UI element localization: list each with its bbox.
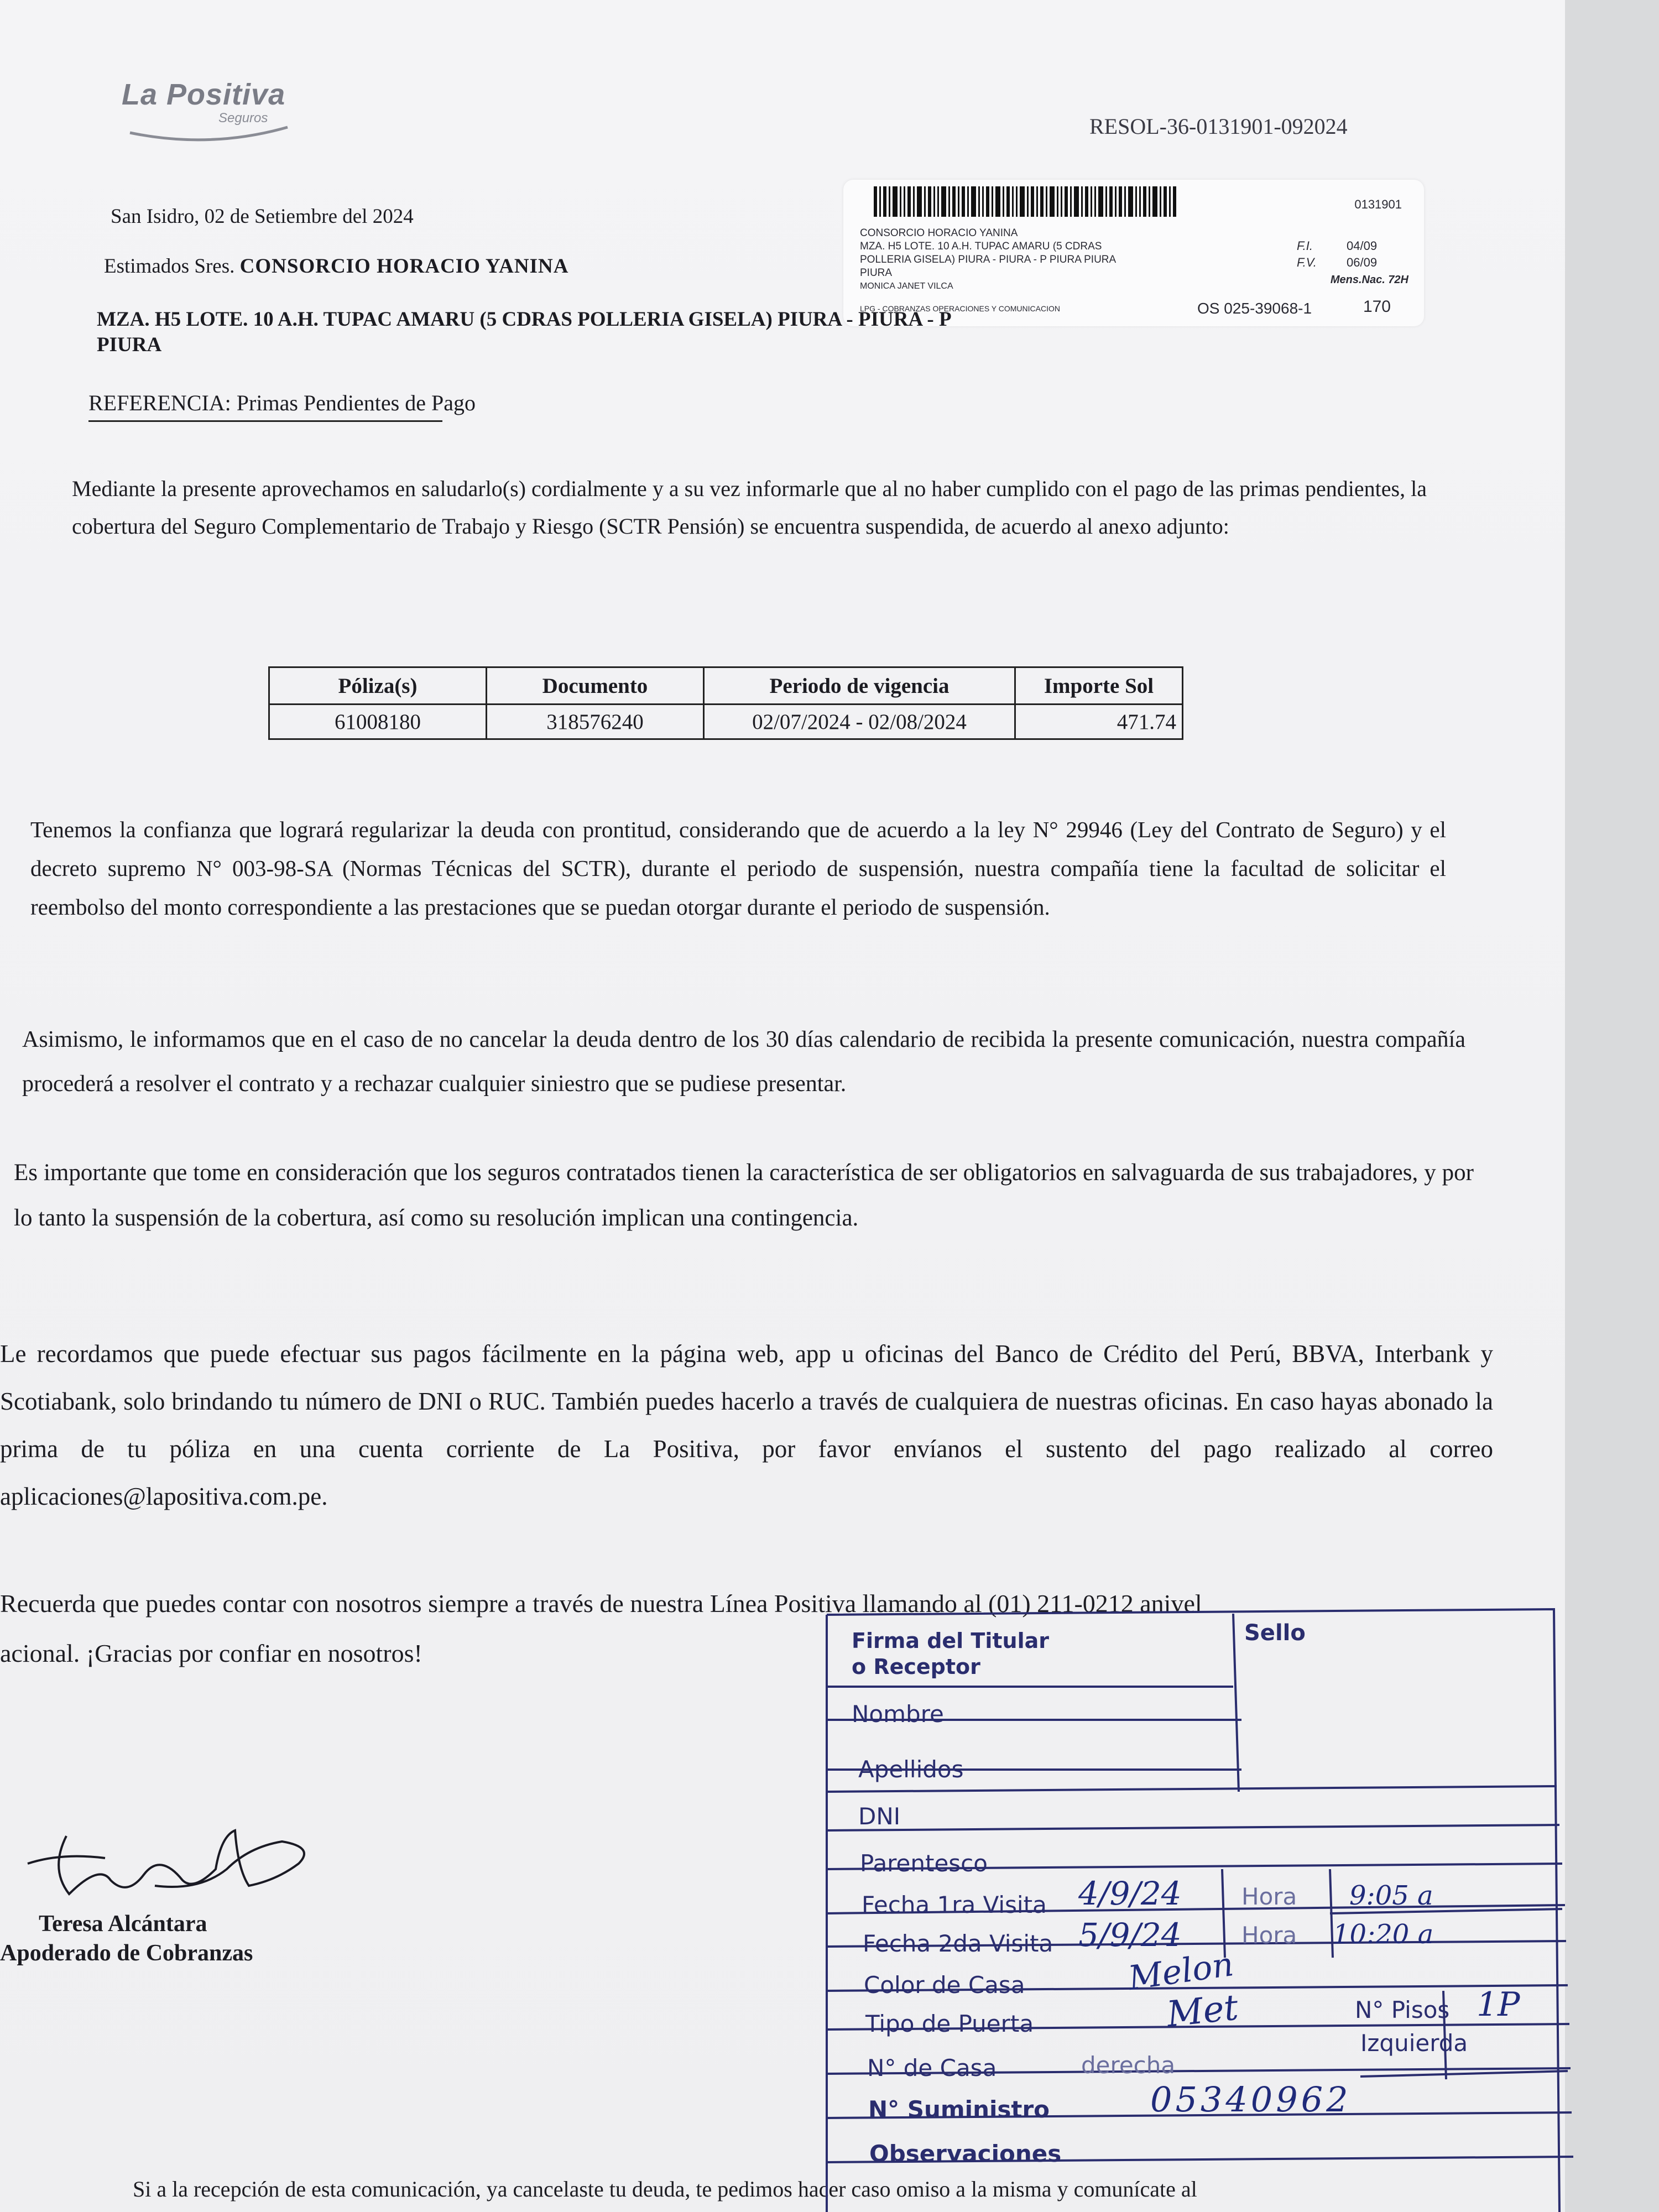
reference [88,390,476,416]
fi-label: F.I. [1297,239,1313,253]
stamp-puerta: Tipo de Puerta [865,2010,1034,2037]
stamp-ncasa: N° de Casa [867,2054,997,2081]
stamp-receptor: o Receptor [852,1655,980,1679]
fv-value: 06/09 [1347,255,1378,269]
label-person: MONICA JANET VILCA [860,281,953,291]
address-line-1: MZA. H5 LOTE. 10 A.H. TUPAC AMARU (5 CDRAS POLLERIA GISELA) PIURA - PIURA - P [97,308,952,331]
policy-table [268,666,1183,740]
stamp-pisos: N° Pisos [1355,1996,1450,2023]
cell-poliza: 61008180 [269,705,487,739]
label-address-block [860,227,1116,293]
paragraph-law: Tenemos la confianza que logrará regularizar la deuda con prontitud, considerando que de acuerdo a la ley N° 29946 (Ley del Contrato de Seguro) y el decreto supremo N° 003-98-SA (Normas Técnicas del SCTR), durante el periodo de suspensión, nuestra compañía tiene la facultad de solicitar el reembolso del monto correspondiente a las prestaciones que se puedan otorgar durante el periodo de suspensión. [30,817,1446,920]
stamp-visita1: Fecha 1ra Visita [862,1891,1047,1918]
hw-color: Melon [1126,1945,1236,1998]
stamp-visita2: Fecha 2da Visita [863,1930,1053,1957]
cell-periodo: 02/07/2024 - 02/08/2024 [704,705,1015,739]
recipient-name: CONSORCIO HORACIO YANINA [239,255,569,278]
label-addr-1: MZA. H5 LOTE. 10 A.H. TUPAC AMARU (5 CDRAS [860,241,1102,252]
stamp-parentesco: Parentesco [860,1850,988,1877]
contact-line-1: Recuerda que puedes contar con nosotros siempre a través de nuestra Línea Positiva llamando al (01) 211-0212 anivel [0,1589,1202,1618]
cell-documento: 318576240 [487,705,704,739]
label-number: 170 [1363,298,1391,316]
paragraph-important: Es importante que tome en consideración que los seguros contratados tienen la característica de ser obligatorios en salvaguarda de sus trabajadores, y por lo tanto la suspensión de la cobertura, así como su resolución implican una contingencia. [14,1160,1474,1231]
company-logo [122,77,310,144]
reference-text: Primas Pendientes de Pago [236,390,476,415]
label-dates [1297,238,1377,271]
stamp-hora2: Hora [1241,1922,1297,1949]
signer-role: Apoderado de Cobranzas [0,1940,253,1966]
stamp-izquierda: Izquierda [1360,2030,1468,2057]
hw-fecha2: 5/9/24 [1078,1916,1182,1954]
stamp-derecha: derecha [1081,2052,1176,2079]
stamp-dni: DNI [858,1803,901,1830]
address-line-2: PIURA [97,333,162,356]
label-mens: Mens.Nac. 72H [1330,274,1408,286]
signer-name: Teresa Alcántara [39,1911,207,1937]
place-date: San Isidro, 02 de Setiembre del 2024 [111,205,414,228]
hw-fecha1: 4/9/24 [1078,1875,1182,1912]
hw-puerta: Met [1165,1987,1240,2036]
label-ops: LPG - COBRANZAS OPERACIONES Y COMUNICACION [860,304,1060,313]
label-addr-3: PIURA [860,267,893,279]
logo-subtitle: Seguros [218,111,268,126]
stamp-nombre: Nombre [852,1700,944,1728]
col-documento: Documento [487,667,704,705]
resolution-code: RESOL-36-0131901-092024 [1089,114,1348,139]
greeting [104,254,568,278]
stamp-hora1: Hora [1241,1883,1297,1910]
greeting-prefix: Estimados Sres. [104,255,235,278]
stamp-apellidos: Apellidos [858,1756,964,1783]
stamp-firma: Firma del Titular [852,1629,1049,1653]
hw-hora2: 10:20 a [1333,1919,1434,1950]
stamp-suministro: N° Suministro [868,2096,1050,2123]
table-row [269,705,1183,739]
paragraph-intro: Mediante la presente aprovechamos en saludarlo(s) cordialmente y a su vez informarle que al no haber cumplido con el pago de las primas pendientes, la cobertura del Seguro Complementario de Trabajo y Riesgo (SCTR Pensión) se encuentra suspendida, de acuerdo al anexo adjunto: [72,476,1427,539]
stamp-sello: Sello [1244,1620,1306,1646]
label-addr-2: POLLERIA GISELA) PIURA - PIURA - P PIURA PIURA [860,254,1117,265]
fi-value: 04/09 [1347,239,1378,253]
barcode-icon [874,186,1183,220]
mailing-label [843,180,1424,326]
logo-name: La Positiva [122,78,286,111]
stamp-color: Color de Casa [864,1971,1025,1999]
label-os: OS 025-39068-1 [1197,300,1312,317]
fv-label: F.V. [1297,255,1317,269]
hw-pisos: 1P [1477,1985,1520,2024]
footer-note: Si a la recepción de esta comunicación, ya cancelaste tu deuda, te pedimos hacer caso omiso a la misma y comunícate al [133,2177,1197,2201]
paragraph-payments: Le recordamos que puede efectuar sus pagos fácilmente en la página web, app u oficinas del Banco de Crédito del Perú, BBVA, Interbank y Scotiabank, solo brindando tu número de DNI o RUC. También puedes hacerlo a través de cualquiera de nuestras oficinas. En caso hayas abonado la prima de tu póliza en una cuenta corriente de La Positiva, por favor envíanos el sustento del pago realizado al correo aplicaciones@lapositiva.com.pe. [0,1340,1493,1510]
logo-swoosh-icon [127,116,293,144]
reference-label: REFERENCIA: [88,390,231,415]
reference-underline [88,420,442,422]
hw-suministro: 05340962 [1150,2079,1352,2120]
label-name: CONSORCIO HORACIO YANINA [860,227,1018,239]
delivery-stamp [813,1604,1620,2212]
col-poliza: Póliza(s) [269,667,487,705]
hw-hora1: 9:05 a [1349,1880,1433,1911]
paragraph-cancel: Asimismo, le informamos que en el caso de no cancelar la deuda dentro de los 30 días calendario de recibida la presente comunicación, nuestra compañía procederá a resolver el contrato y a rechazar cualquier siniestro que se pudiese presentar. [22,1027,1465,1097]
stamp-observaciones: Observaciones [869,2140,1062,2167]
recipient-address [97,307,952,358]
cell-importe: 471.74 [1015,705,1183,739]
label-code: 0131901 [1354,197,1402,211]
contact-line-2: acional. ¡Gracias por confiar en nosotros! [0,1639,422,1667]
table-header-row [269,667,1183,705]
col-periodo: Periodo de vigencia [704,667,1015,705]
handwritten-signature [17,1797,315,1919]
col-importe: Importe Sol [1015,667,1183,705]
